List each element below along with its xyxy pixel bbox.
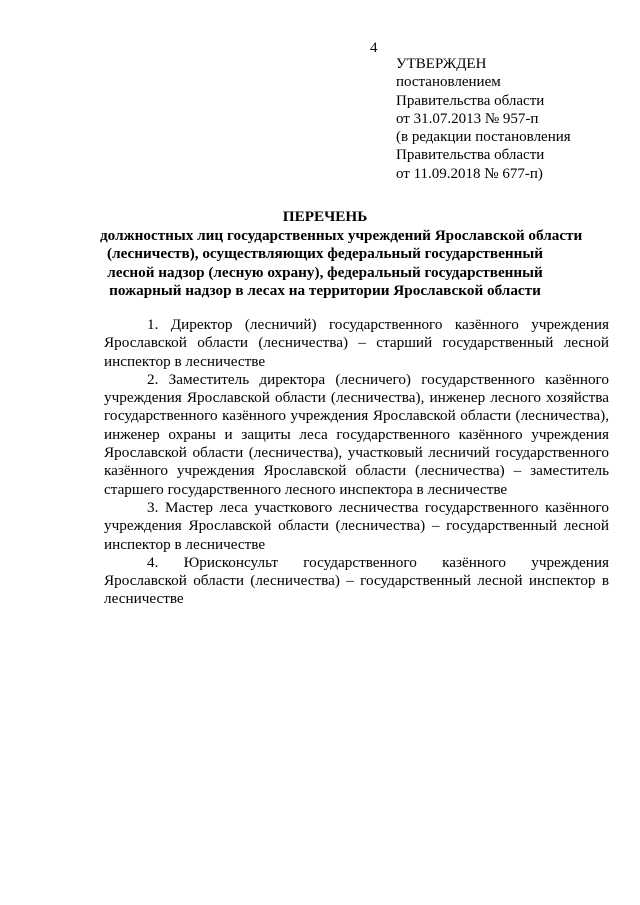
title-line: должностных лиц государственных учреждений Ярославской области bbox=[100, 226, 583, 244]
approval-stamp bbox=[396, 55, 626, 183]
approval-line: постановлением bbox=[396, 74, 501, 91]
document-body bbox=[104, 316, 609, 609]
approval-line: (в редакции постановления bbox=[396, 129, 571, 146]
list-item: 3. Мастер леса участкового лесничества государственного казённого учреждения Ярославской области (лесничества) – государственный лесной инспектор в лесничестве bbox=[104, 498, 609, 553]
list-item: 1. Директор (лесничий) государственного казённого учреждения Ярославской области (лесничества) – старший государственный лесной инспектор в лесничестве bbox=[104, 316, 609, 370]
list-item: 4. Юрисконсульт государственного казённого учреждения Ярославской области (лесничества) – государственный лесной инспектор в лесничестве bbox=[104, 553, 609, 608]
title-heading: ПЕРЕЧЕНЬ bbox=[282, 208, 368, 225]
page-number: 4 bbox=[370, 40, 378, 56]
approval-line: от 31.07.2013 № 957-п bbox=[396, 110, 539, 127]
title-line: (лесничеств), осуществляющих федеральный государственный bbox=[107, 245, 543, 263]
approval-line: Правительства области bbox=[396, 147, 545, 164]
title-line: лесной надзор (лесную охрану), федеральный государственный bbox=[107, 263, 543, 281]
document-title bbox=[100, 208, 583, 301]
approval-line: УТВЕРЖДЕН bbox=[396, 56, 487, 72]
approval-line: от 11.09.2018 № 677-п) bbox=[396, 165, 543, 182]
approval-line: Правительства области bbox=[396, 92, 545, 109]
title-line: пожарный надзор в лесах на территории Ярославской области bbox=[109, 282, 541, 300]
list-item: 2. Заместитель директора (лесничего) государственного казённого учреждения Ярославской области (лесничества), инженер лесного хозяйства государственного казённого учреждения Ярославской области (лесничества), инженер охраны и защиты леса государственного казённого учреждения Ярославской области (лесничества), участковый лесничий государственного казённого учреждения Ярославской области (лесничества) – заместитель старшего государственного лесного инспектора в лесничестве bbox=[104, 370, 609, 498]
